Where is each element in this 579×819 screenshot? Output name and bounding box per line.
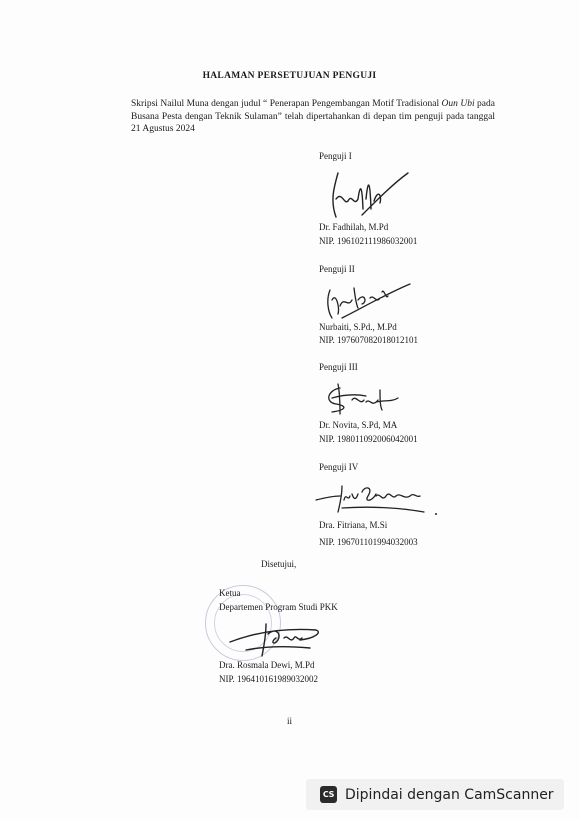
- approval-department: Departemen Program Studi PKK: [219, 602, 338, 612]
- intro-italic-motif: Oun Ubi: [441, 99, 475, 109]
- examiner-4-role: Penguji IV: [319, 462, 359, 472]
- signature-examiner-4: [312, 478, 442, 518]
- camscanner-watermark: [306, 779, 564, 810]
- approval-position: Ketua: [219, 588, 241, 598]
- approval-name: Dra. Rosmala Dewi, M.Pd: [219, 660, 315, 670]
- intro-text-2: pada Busana Pesta dengan Teknik Sulaman” telah dipertahankan di depan tim penguji pada tanggal 21 Agustus 2024: [131, 99, 495, 134]
- approval-label: Disetujui,: [261, 559, 297, 569]
- examiner-4-nip: NIP. 196701101994032003: [319, 537, 418, 547]
- examiner-1-nip: NIP. 196102111986032001: [319, 236, 418, 246]
- approval-nip: NIP. 196410161989032002: [219, 674, 319, 684]
- examiner-3-role: Penguji III: [319, 362, 358, 372]
- signature-department-head: [226, 616, 326, 660]
- examiner-2-role: Penguji II: [319, 264, 355, 274]
- camscanner-logo-icon: CS: [320, 786, 337, 803]
- page-number: ii: [286, 716, 292, 726]
- intro-paragraph: [131, 98, 495, 136]
- examiner-1-name: Dr. Fadhilah, M.Pd: [319, 222, 389, 232]
- signature-examiner-1: [322, 165, 412, 223]
- intro-text-1: Skripsi Nailul Muna dengan judul “ Penerapan Pengembangan Motif Tradisional: [131, 99, 442, 109]
- page-title: HALAMAN PERSETUJUAN PENGUJI: [202, 71, 377, 81]
- examiner-4-name: Dra. Fitriana, M.Si: [319, 520, 388, 530]
- examiner-3-nip: NIP. 198011092006042001: [319, 434, 418, 444]
- signature-examiner-2: [322, 278, 414, 323]
- examiner-3-name: Dr. Novita, S.Pd, MA: [319, 420, 398, 430]
- examiner-2-name: Nurbaiti, S.Pd., M.Pd: [319, 322, 397, 332]
- camscanner-text: Dipindai dengan CamScanner: [345, 786, 554, 803]
- examiner-2-nip: NIP. 197607082018012101: [319, 335, 419, 345]
- signature-examiner-3: [322, 380, 400, 416]
- examiner-1-role: Penguji I: [319, 151, 352, 161]
